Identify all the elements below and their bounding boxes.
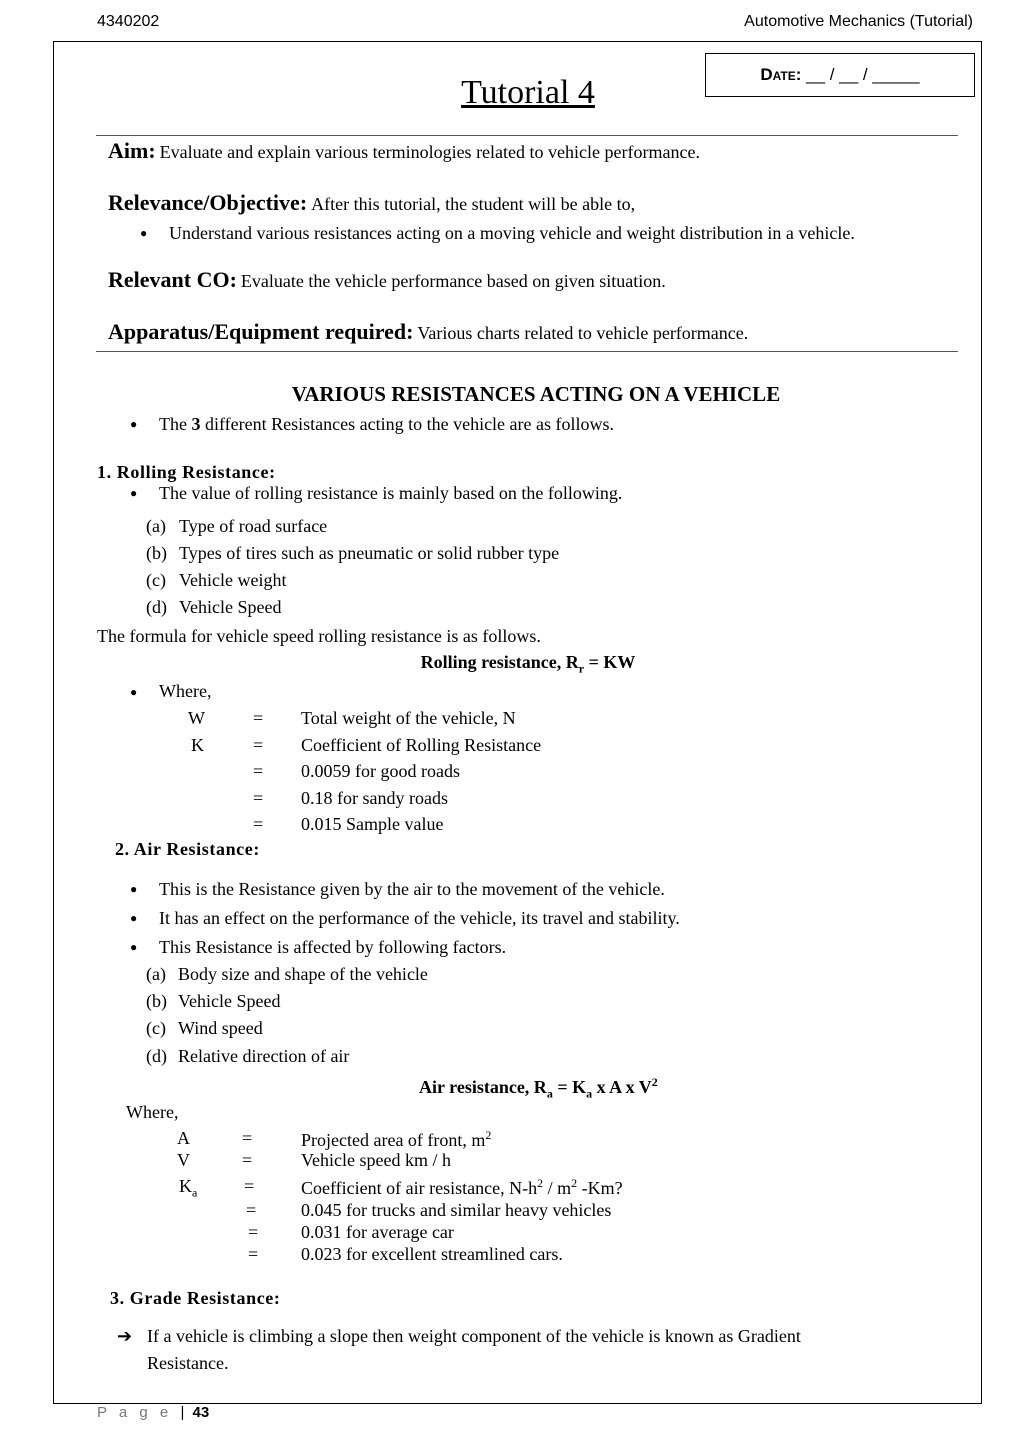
apparatus-text: Various charts related to vehicle performance. xyxy=(417,323,749,343)
rolling-item: Vehicle Speed xyxy=(179,597,282,617)
def-text: 0.0059 for good roads xyxy=(301,761,460,781)
bullet-icon: ● xyxy=(130,911,138,925)
air-item: Wind speed xyxy=(178,1018,263,1038)
bottom-divider xyxy=(96,351,958,352)
grade-text-line1: If a vehicle is climbing a slope then weight component of the vehicle is known as Gradient xyxy=(147,1326,801,1346)
def-text: Vehicle speed km / h xyxy=(301,1150,451,1170)
rolling-item: Vehicle weight xyxy=(179,570,287,590)
rolling-item: Type of road surface xyxy=(179,516,328,536)
bullet-icon: ● xyxy=(130,417,138,431)
relevance-text: After this tutorial, the student will be able to, xyxy=(311,194,636,214)
def-equals: = xyxy=(253,708,264,728)
date-label: Date: xyxy=(760,65,802,84)
def-equals: = xyxy=(253,788,264,808)
air-bullet: This is the Resistance given by the air to the movement of the vehicle. xyxy=(159,879,665,899)
relevance-row xyxy=(108,190,635,216)
grade-heading: 3. Grade Resistance: xyxy=(110,1288,281,1308)
page-footer: P a g e | 43 xyxy=(97,1404,210,1421)
rolling-item-mark: (d) xyxy=(146,597,167,617)
def-equals: = xyxy=(253,814,264,834)
def-equals: = xyxy=(246,1200,257,1220)
def-text: Projected area of front, $m^2$ xyxy=(301,1128,492,1150)
air-formula: Air resistance, $R_a = K_a$ x A x $V^2$ xyxy=(419,1075,658,1101)
arrow-icon: ➔ xyxy=(117,1326,133,1346)
rolling-heading: 1. Rolling Resistance: xyxy=(97,462,276,482)
rolling-where: Where, xyxy=(159,681,212,701)
air-item-mark: (d) xyxy=(146,1046,167,1066)
air-heading: 2. Air Resistance: xyxy=(115,839,260,859)
def-symbol: $K_a$ xyxy=(179,1176,198,1200)
def-text: Total weight of the vehicle, N xyxy=(301,708,516,728)
air-item-mark: (c) xyxy=(146,1018,166,1038)
def-text: Coefficient of air resistance, $N-h^2 / m^2$ -Km? xyxy=(301,1176,623,1198)
bullet-icon: ● xyxy=(130,486,138,500)
air-item-mark: (a) xyxy=(146,964,166,984)
def-symbol: K xyxy=(191,735,204,755)
bullet-icon: ● xyxy=(130,685,138,699)
def-symbol: V xyxy=(177,1150,190,1170)
apparatus-label: Apparatus/Equipment required: xyxy=(108,319,414,344)
air-item: Vehicle Speed xyxy=(178,991,281,1011)
bullet-icon: ● xyxy=(130,940,138,954)
rolling-item-mark: (a) xyxy=(146,516,166,536)
air-bullet: It has an effect on the performance of the vehicle, its travel and stability. xyxy=(159,908,680,928)
rolling-formula-intro: The formula for vehicle speed rolling resistance is as follows. xyxy=(97,626,541,646)
bullet-icon: ● xyxy=(140,226,148,240)
relevance-bullet: Understand various resistances acting on a moving vehicle and weight distribution in a vehicle. xyxy=(169,223,855,243)
air-item-mark: (b) xyxy=(146,991,167,1011)
course-code: 4340202 xyxy=(97,13,160,30)
def-text: 0.015 Sample value xyxy=(301,814,444,834)
intro-text: The 3 different Resistances acting to the vehicle are as follows. xyxy=(159,414,615,434)
rolling-item-mark: (c) xyxy=(146,570,166,590)
rolling-item-mark: (b) xyxy=(146,543,167,563)
apparatus-row xyxy=(108,319,748,345)
rolling-item: Types of tires such as pneumatic or solid rubber type xyxy=(179,543,560,563)
air-bullet: This Resistance is affected by following factors. xyxy=(159,937,507,957)
air-item: Relative direction of air xyxy=(178,1046,350,1066)
def-equals: = xyxy=(244,1176,255,1196)
def-equals: = xyxy=(253,735,264,755)
co-row xyxy=(108,267,666,293)
def-equals: = xyxy=(253,761,264,781)
def-equals: = xyxy=(242,1150,253,1170)
def-text: 0.18 for sandy roads xyxy=(301,788,448,808)
top-divider xyxy=(96,135,958,136)
def-symbol: A xyxy=(177,1128,190,1148)
air-where: Where, xyxy=(126,1102,179,1122)
def-symbol: W xyxy=(188,708,205,728)
aim-text: Evaluate and explain various terminologies related to vehicle performance. xyxy=(159,142,700,162)
def-text: 0.045 for trucks and similar heavy vehicles xyxy=(301,1200,612,1220)
date-blanks: __ / __ / _____ xyxy=(806,65,920,84)
co-label: Relevant CO: xyxy=(108,267,237,292)
rolling-formula: Rolling resistance, $R_r$ = KW xyxy=(420,652,636,676)
aim-row xyxy=(108,138,700,164)
def-equals: = xyxy=(248,1222,259,1242)
grade-text-line2: Resistance. xyxy=(147,1353,229,1373)
def-equals: = xyxy=(248,1244,259,1264)
course-title: Automotive Mechanics (Tutorial) xyxy=(744,13,973,30)
co-text: Evaluate the vehicle performance based on given situation. xyxy=(240,271,666,291)
def-text: 0.023 for excellent streamlined cars. xyxy=(301,1244,563,1264)
def-equals: = xyxy=(242,1128,253,1148)
def-text: Coefficient of Rolling Resistance xyxy=(301,735,542,755)
aim-label: Aim: xyxy=(108,138,156,163)
relevance-label: Relevance/Objective: xyxy=(108,190,308,215)
def-text: 0.031 for average car xyxy=(301,1222,454,1242)
section-heading: VARIOUS RESISTANCES ACTING ON A VEHICLE xyxy=(291,382,781,406)
rolling-bullet: The value of rolling resistance is mainly based on the following. xyxy=(159,483,623,503)
page-title: Tutorial 4 xyxy=(461,74,595,111)
air-item: Body size and shape of the vehicle xyxy=(178,964,428,984)
bullet-icon: ● xyxy=(130,882,138,896)
